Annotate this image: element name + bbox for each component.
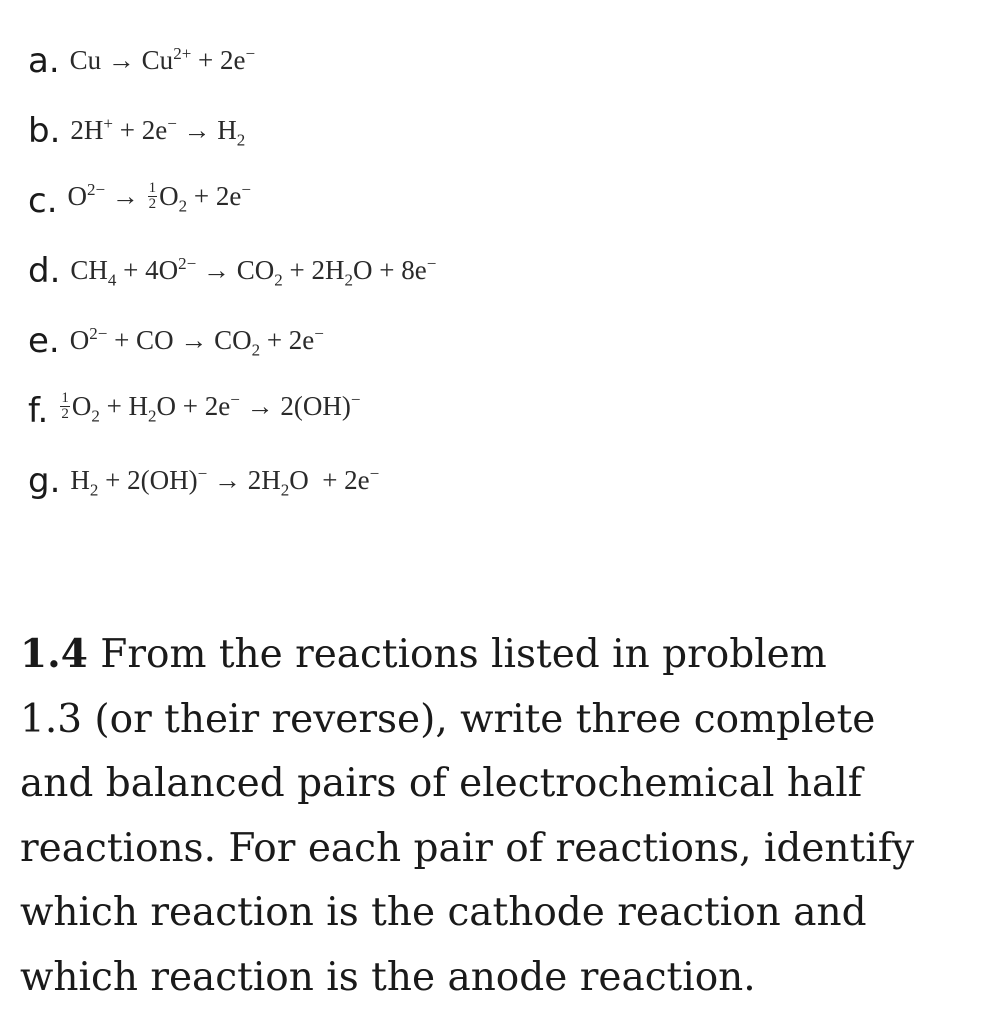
reaction-equation: $2H^+ + 2e^- \to H_2$ [70, 114, 246, 150]
problem-line: and balanced pairs of electrochemical half [20, 761, 863, 806]
reaction-equation: $O^{2-}$ + CO → $CO_2 + 2e^-$ [69, 324, 324, 360]
fraction-one-half: $\frac{1}{2}$ [148, 180, 157, 212]
reaction-letter: g. [28, 461, 61, 501]
reaction-f [28, 368, 988, 438]
problem-line: reactions. For each pair of reactions, identify [20, 825, 915, 871]
reaction-c [28, 158, 988, 228]
reaction-d [28, 228, 988, 298]
reaction-letter: c. [28, 181, 58, 221]
reaction-equation: $Cu \to Cu^{2+} + 2e^-$ [69, 44, 256, 75]
problem-number: 1.4 [20, 631, 88, 677]
problem-line: which reaction is the cathode reaction and [20, 890, 867, 935]
reaction-letter: b. [28, 111, 61, 151]
reaction-list [28, 18, 988, 508]
reaction-letter: d. [28, 251, 61, 291]
problem-line: 1.3 (or their reverse), write three complete [20, 696, 876, 742]
reaction-e [28, 298, 988, 368]
reaction-equation: $CH_4 + 4O^{2-} \to CO_2 + 2H_2O + 8e^-$ [70, 254, 437, 290]
reaction-letter: a. [28, 41, 60, 81]
fraction-one-half: $\frac{1}{2}$ [61, 390, 69, 422]
reaction-equation: $\frac{1}{2}$ $O_2 + H_2O + 2e^- \to 2(OH)^-$ [61, 389, 361, 426]
reaction-letter: f. [28, 391, 49, 431]
problem-line: 1.4 From the reactions listed in problem [20, 631, 827, 677]
problem-line: which reaction is the anode reaction. [20, 954, 756, 1000]
reaction-equation: $H_2 + 2(OH)^- \to 2H_2O + 2e^-$ [70, 464, 380, 500]
reaction-g [28, 438, 988, 508]
problem-text [20, 622, 980, 1010]
reaction-b [28, 88, 988, 158]
reaction-a [28, 18, 988, 88]
reaction-letter: e. [28, 321, 60, 361]
reaction-equation: $O^{2-}$ → $\frac{1}{2}$ $O_2 + 2e^-$ [67, 179, 251, 216]
